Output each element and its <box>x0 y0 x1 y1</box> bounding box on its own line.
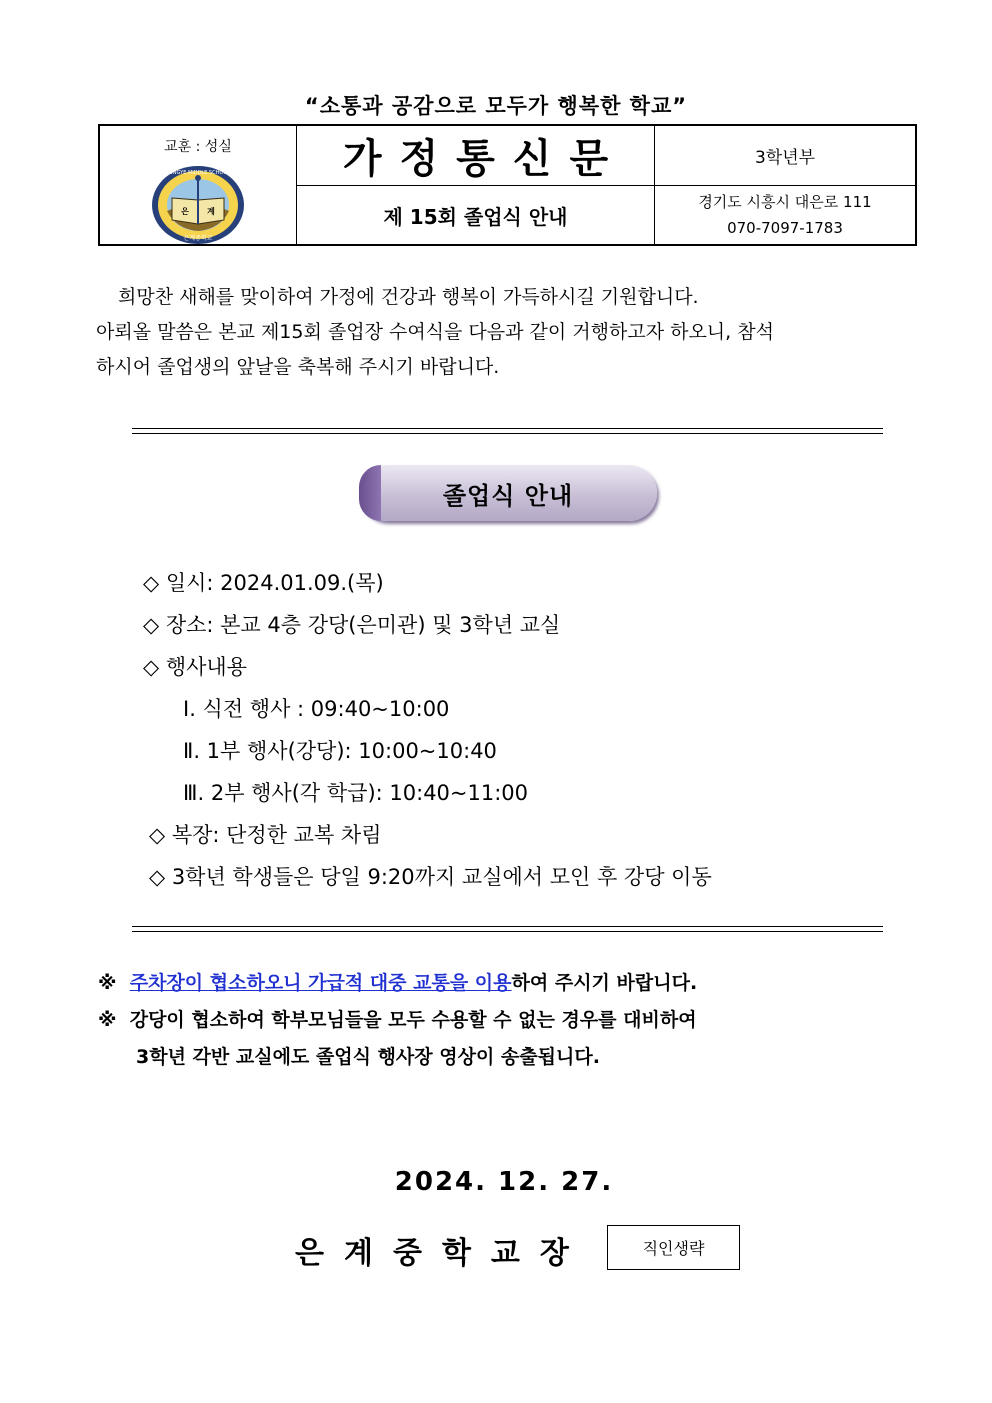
document-subtitle: 제 15회 졸업식 안내 <box>297 186 655 244</box>
document-title: 가정통신문 <box>297 126 655 186</box>
header-logo-cell <box>100 126 297 244</box>
issue-date: 2024. 12. 27. <box>394 1167 614 1197</box>
header-table <box>98 124 917 246</box>
seal-omitted-box: 직인생략 <box>607 1225 740 1270</box>
program-item-3: Ⅲ. 2부 행사(각 학급): 10:40~11:00 <box>183 781 529 805</box>
school-phone: 070-7097-1783 <box>727 219 843 237</box>
intro-line-3: 하시어 졸업생의 앞날을 축복해 주시기 바랍니다. <box>96 356 500 378</box>
emblem-right-char: 계 <box>207 207 215 216</box>
section-title-banner <box>359 465 657 521</box>
section-title: 졸업식 안내 <box>442 481 574 510</box>
emblem-left-char: 은 <box>181 207 189 216</box>
emblem-ring-text-bottom: 은계중학교 <box>183 235 213 242</box>
divider-top <box>132 428 883 434</box>
principal-signature: 은계중학교장 <box>295 1236 589 1271</box>
program-item-2: Ⅱ. 1부 행사(강당): 10:00~10:40 <box>183 739 497 763</box>
intro-paragraph <box>96 280 922 385</box>
emblem-ring-text-top: EUNGYE MIDDLE SCHOOL <box>165 170 231 176</box>
detail-date: ◇ 일시: 2024.01.09.(목) <box>143 571 384 595</box>
notice-mark: ※ <box>98 972 117 994</box>
detail-gathering: ◇ 3학년 학생들은 당일 9:20까지 교실에서 모인 후 강당 이동 <box>149 865 712 889</box>
detail-dress: ◇ 복장: 단정한 교복 차림 <box>149 823 382 847</box>
notice-parking <box>98 968 697 995</box>
school-address: 경기도 시흥시 대은로 111 <box>698 193 872 211</box>
school-emblem <box>150 164 246 250</box>
divider-bottom <box>132 926 883 932</box>
intro-line-2: 아뢰올 말씀은 본교 제15회 졸업장 수여식을 다음과 같이 거행하고자 하오니, 참석 <box>96 321 774 343</box>
notice-broadcast-line-2: 3학년 각반 교실에도 졸업식 행사장 영상이 송출됩니다. <box>136 1046 600 1068</box>
grade-department: 3학년부 <box>655 126 915 186</box>
program-item-1: Ⅰ. 식전 행사 : 09:40~10:00 <box>183 697 450 721</box>
motto: “소통과 공감으로 모두가 행복한 학교” <box>304 94 688 118</box>
notice-parking-rest: 하여 주시기 바랍니다. <box>511 972 698 994</box>
notice-parking-emphasis: 주차장이 협소하오니 가급적 대중 교통을 이용 <box>129 972 512 994</box>
notice-mark: ※ <box>98 1009 117 1031</box>
intro-line-1: 희망찬 새해를 맞이하여 가정에 건강과 행복이 가득하시길 기원합니다. <box>118 286 699 308</box>
notice-broadcast <box>98 1005 697 1032</box>
detail-program-label: ◇ 행사내용 <box>143 655 247 679</box>
detail-place: ◇ 장소: 본교 4층 강당(은미관) 및 3학년 교실 <box>143 613 561 637</box>
school-motto: 교훈 : 성실 <box>164 139 232 155</box>
contact-info <box>655 186 915 244</box>
notice-broadcast-line-1: 강당이 협소하여 학부모님들을 모두 수용할 수 없는 경우를 대비하여 <box>129 1009 697 1031</box>
